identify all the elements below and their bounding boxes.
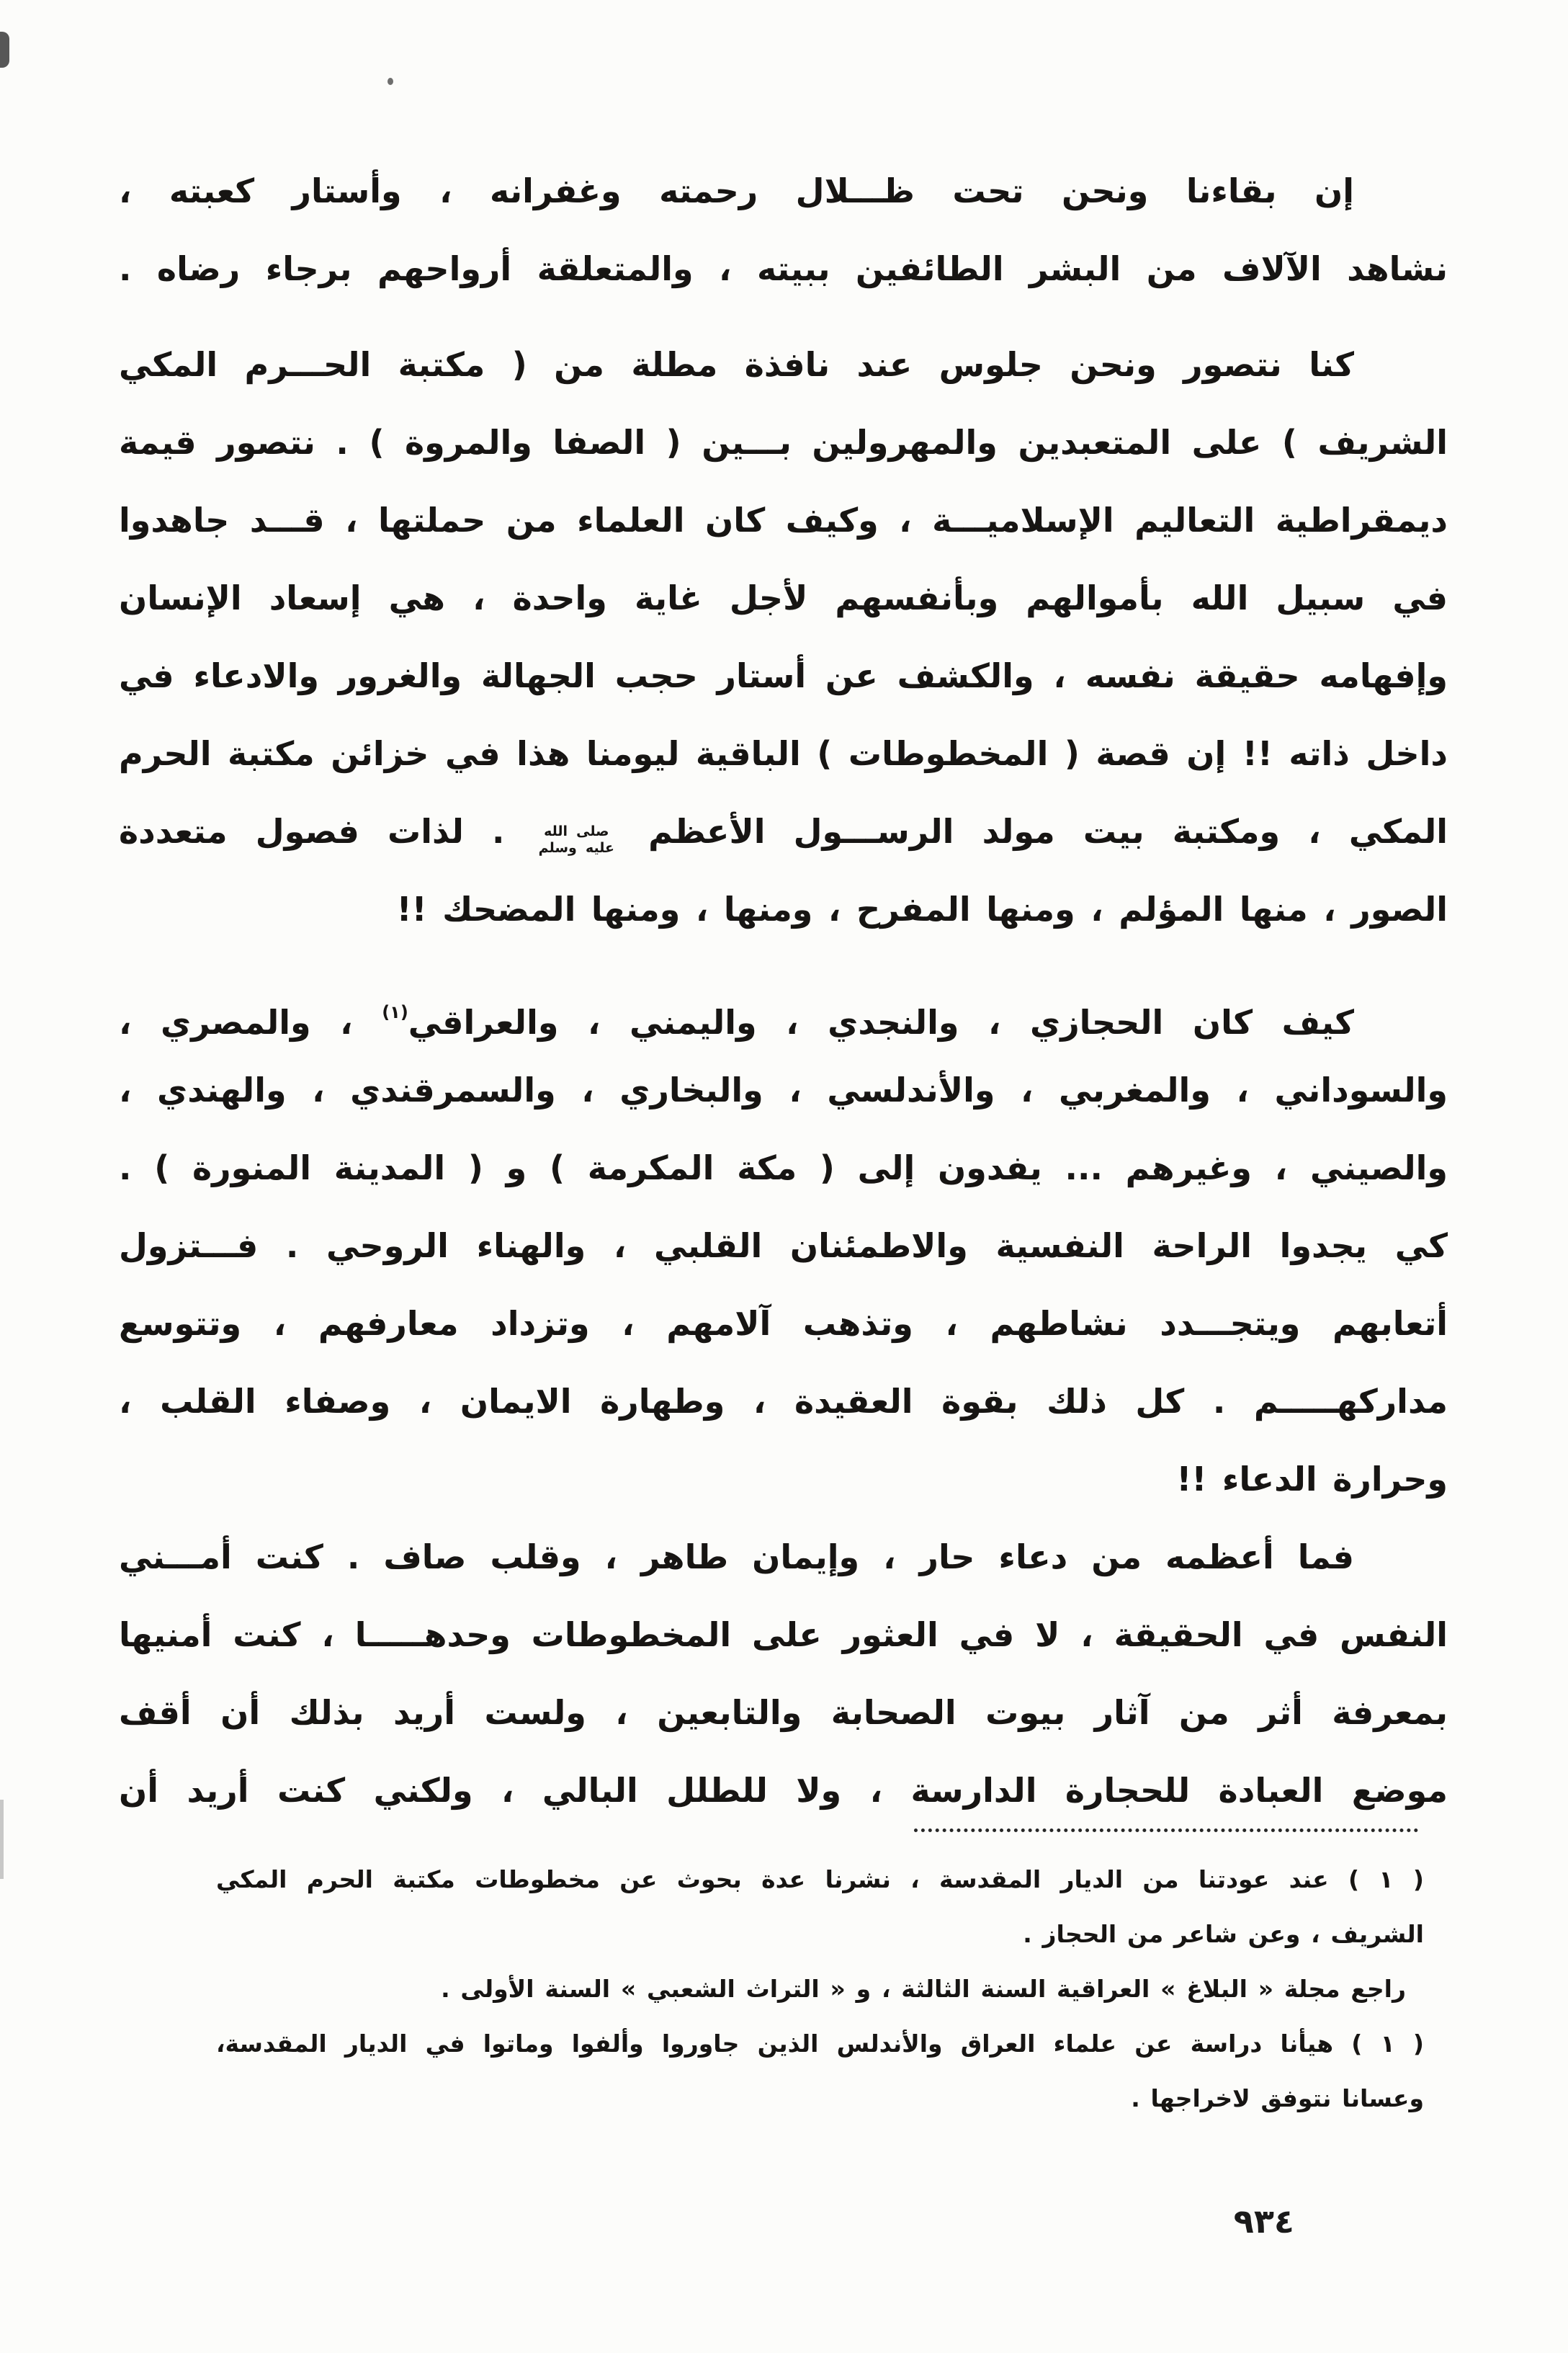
body-text	[119, 152, 1448, 1829]
body-line-9-text-b: . لذات فصول متعددة	[119, 812, 505, 851]
body-line-10: الصور ، منها المؤلم ، ومنها المفرح ، ومنها ، ومنها المضحك !!	[396, 890, 1448, 929]
footnote-reference-marker: (١)	[382, 1002, 408, 1022]
footnote-line-5: وعسانا نتوفق لاخراجها .	[1131, 2084, 1424, 2112]
body-line-20: بمعرفة أثر من آثار بيوت الصحابة والتابعين ، ولست أريد بذلك أن أقف	[119, 1693, 1448, 1732]
body-line-14: كي يجدوا الراحة النفسية والاطمئنان القلبي ، والهناء الروحي . فـــتزول	[119, 1226, 1448, 1265]
body-line-1: إن بقاءنا ونحن تحت ظـــلال رحمته وغفرانه ، وأستار كعبته ،	[119, 171, 1354, 210]
body-line-19: النفس في الحقيقة ، لا في العثور على المخطوطات وحدهـــــا ، كنت أمنيها	[119, 1615, 1448, 1654]
body-line-3: كنا نتصور ونحن جلوس عند نافذة مطلة من ( مكتبة الحـــرم المكي	[119, 345, 1354, 384]
body-line-12: والسوداني ، والمغربي ، والأندلسي ، والبخاري ، والسمرقندي ، والهندي ،	[119, 1071, 1448, 1109]
footnote-line-2: الشريف ، وعن شاعر من الحجاز .	[1023, 1920, 1424, 1948]
body-line-13: والصيني ، وغيرهم ... يفدون إلى ( مكة المكرمة ) و ( المدينة المنورة ) .	[119, 1148, 1448, 1187]
body-line-11-text-b: ، والمصري ،	[119, 1003, 353, 1042]
body-line-6: في سبيل الله بأموالهم وبأنفسهم لأجل غاية واحدة ، هي إسعاد الإنسان	[119, 579, 1448, 617]
body-line-11-text-a: كيف كان الحجازي ، والنجدي ، واليمني ، والعراقي	[408, 1003, 1354, 1042]
body-line-7: وإفهامه حقيقة نفسه ، والكشف عن أستار حجب الجهالة والغرور والادعاء في	[119, 656, 1448, 695]
body-line-17: وحرارة الدعاء !!	[1176, 1460, 1448, 1499]
body-line-18: فما أعظمه من دعاء حار ، وإيمان طاهر ، وقلب صاف . كنت أمـــني	[119, 1537, 1354, 1576]
body-line-9	[119, 792, 1448, 870]
body-line-11	[119, 973, 1448, 1051]
footnote-separator	[914, 1829, 1418, 1832]
body-line-5: ديمقراطية التعاليم الإسلاميـــة ، وكيف كان العلماء من حملتها ، قـــد جاهدوا	[119, 501, 1448, 540]
footnote-line-1: ( ١ ) عند عودتنا من الديار المقدسة ، نشرنا عدة بحوث عن مخطوطات مكتبة الحرم المكي	[216, 1865, 1424, 1893]
body-line-2: نشاهد الآلاف من البشر الطائفين ببيته ، والمتعلقة أرواحهم برجاء رضاه .	[119, 249, 1448, 288]
body-line-8: داخل ذاته !! إن قصة ( المخطوطات ) الباقية ليومنا هذا في خزائن مكتبة الحرم	[119, 734, 1448, 773]
honorific-bottom: عليه وسلم	[538, 839, 614, 856]
footnote-line-4: ( ١ ) هيأنا دراسة عن علماء العراق والأندلس الذين جاوروا وألفوا وماتوا في الديار المقدسة،	[216, 2030, 1425, 2058]
body-line-4: الشريف ) على المتعبدين والمهرولين بـــين ( الصفا والمروة ) . نتصور قيمة	[119, 423, 1448, 462]
body-line-16: مداركهـــــم . كل ذلك بقوة العقيدة ، وطهارة الايمان ، وصفاء القلب ،	[119, 1382, 1448, 1421]
scan-artifact-edge	[0, 1800, 4, 1879]
page-number: ٩٣٤	[1233, 2202, 1294, 2241]
body-line-21: موضع العبادة للحجارة الدارسة ، ولا للطلل البالي ، ولكني كنت أريد أن	[119, 1771, 1448, 1810]
scan-artifact-corner	[0, 32, 9, 68]
prophet-honorific-mark	[539, 823, 614, 857]
footnote-line-3: راجع مجلة « البلاغ » العراقية السنة الثالثة ، و « التراث الشعبي » السنة الأولى .	[441, 1975, 1406, 2003]
body-line-9-text-a: المكي ، ومكتبة بيت مولد الرســـول الأعظم	[648, 812, 1448, 851]
body-line-15: أتعابهم ويتجـــدد نشاطهم ، وتذهب آلامهم ، وتزداد معارفهم ، وتتوسع	[119, 1304, 1448, 1343]
scan-artifact-speck	[387, 78, 393, 85]
honorific-top: صلى الله	[544, 823, 609, 839]
footnotes-section	[216, 1829, 1424, 2126]
